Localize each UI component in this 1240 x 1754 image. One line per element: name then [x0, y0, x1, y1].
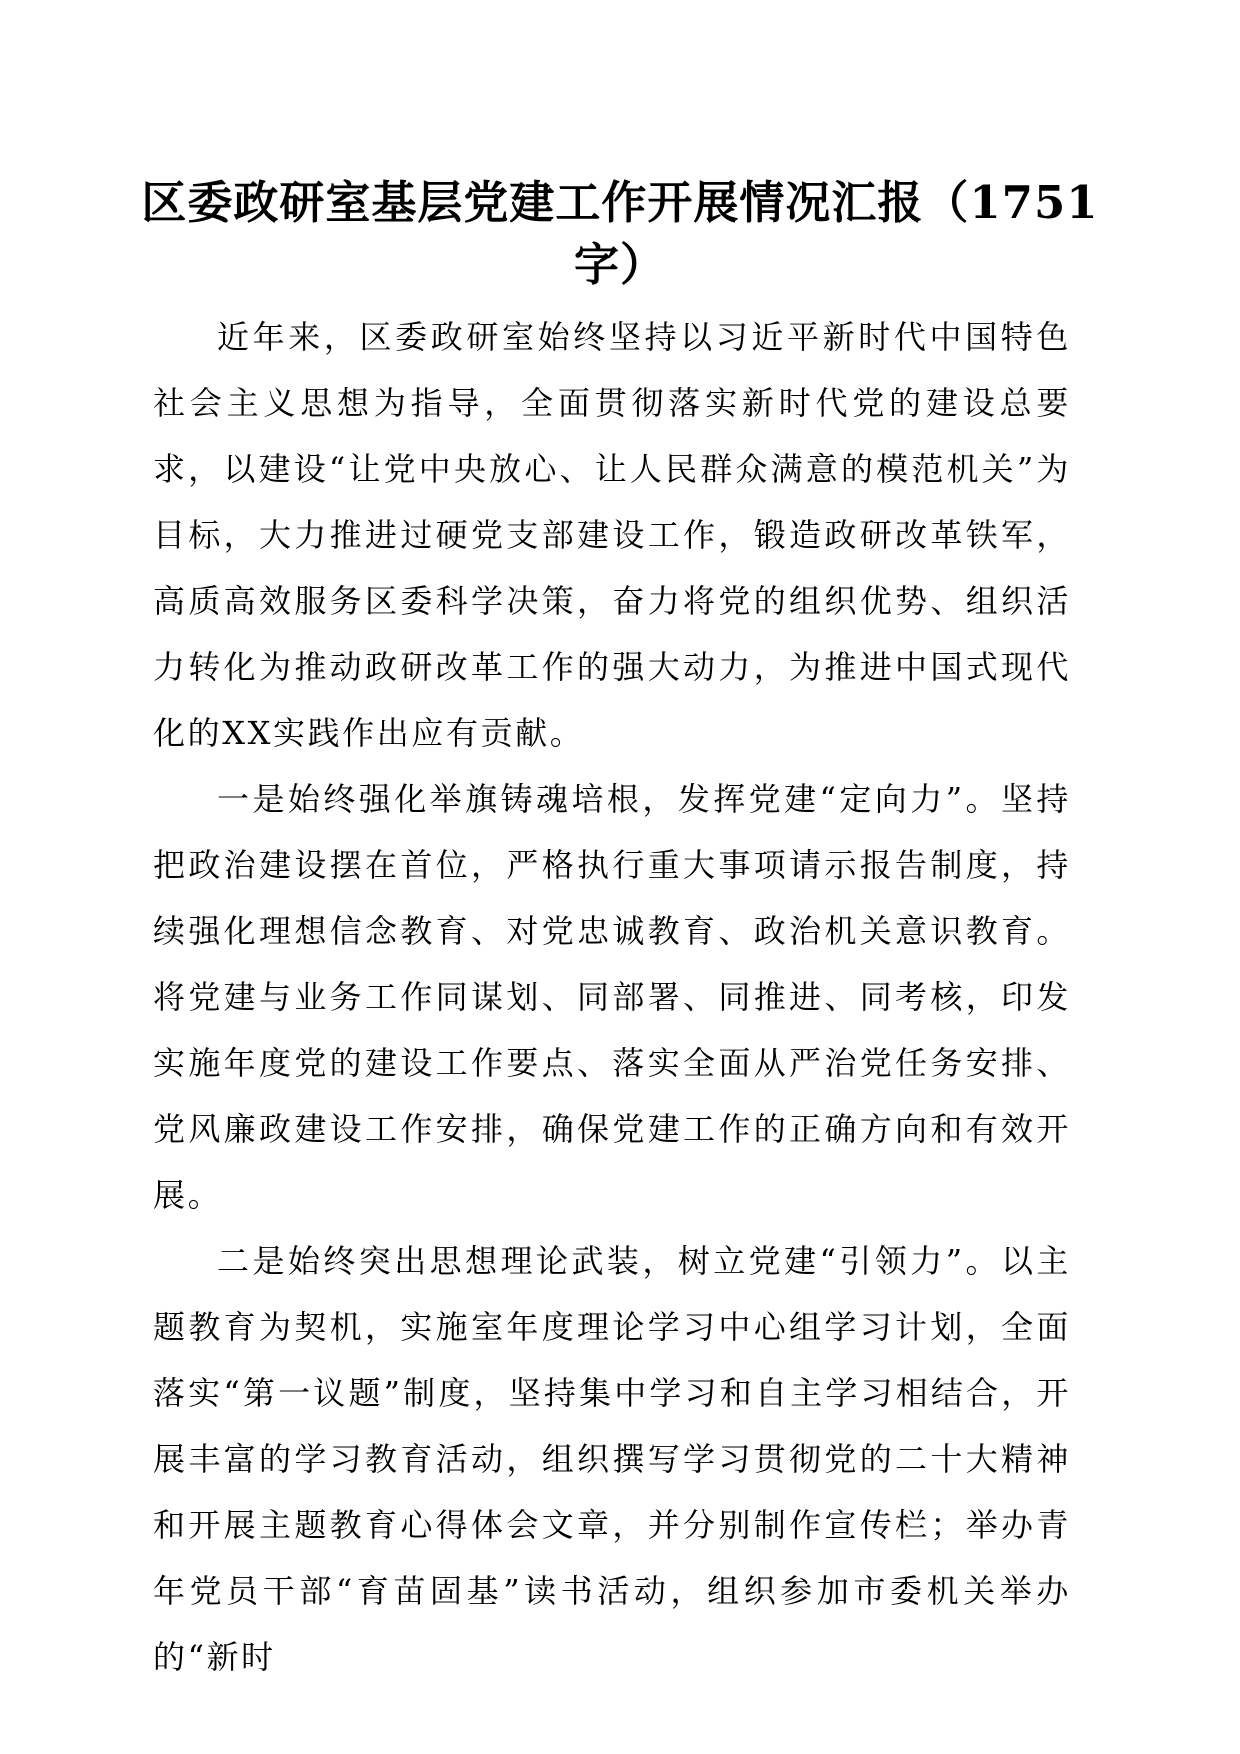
document-title: 区委政研室基层党建工作开展情况汇报（1751字）: [141, 176, 1099, 291]
paragraph-intro: 近年来，区委政研室始终坚持以习近平新时代中国特色社会主义思想为指导，全面贯彻落实新时代党的建设总要求，以建设“让党中央放心、让人民群众满意的模范机关”为目标，大力推进过硬党支部建设工作，锻造政研改革铁军，高质高效服务区委科学决策，奋力将党的组织优势、组织活力转化为推动政研改革工作的强大动力，为推进中国式现代化的XX实践作出应有贡献。: [153, 318, 1071, 752]
paragraph-point-one: 一是始终强化举旗铸魂培根，发挥党建“定向力”。坚持把政治建设摆在首位，严格执行重大事项请示报告制度，持续强化理想信念教育、对党忠诚教育、政治机关意识教育。将党建与业务工作同谋划、同部署、同推进、同考核，印发实施年度党的建设工作要点、落实全面从严治党任务安排、党风廉政建设工作安排，确保党建工作的正确方向和有效开展。: [153, 780, 1071, 1214]
document-body: [153, 304, 1071, 1690]
paragraph-point-two: 二是始终突出思想理论武装，树立党建“引领力”。以主题教育为契机，实施室年度理论学习中心组学习计划，全面落实“第一议题”制度，坚持集中学习和自主学习相结合，开展丰富的学习教育活动，组织撰写学习贯彻党的二十大精神和开展主题教育心得体会文章，并分别制作宣传栏；举办青年党员干部“育苗固基”读书活动，组织参加市委机关举办的“新时: [153, 1242, 1071, 1676]
